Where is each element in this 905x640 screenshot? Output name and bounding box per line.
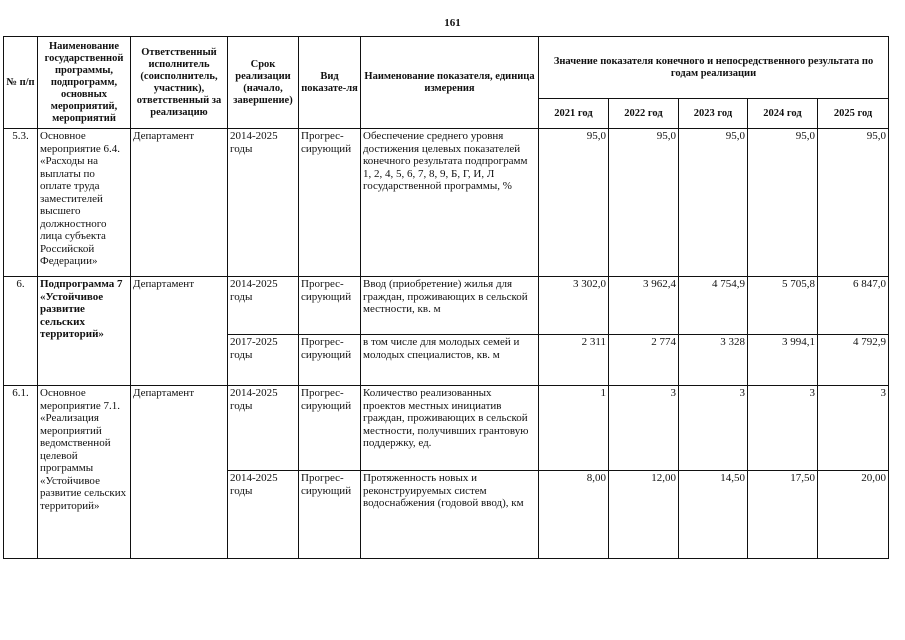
row-num: 6. (4, 277, 38, 386)
row-kind: Прогрес-сирующий (299, 129, 361, 277)
row-value: 12,00 (609, 471, 679, 559)
table-row (4, 386, 889, 471)
row-num: 6.1. (4, 386, 38, 559)
row-value: 95,0 (539, 129, 609, 277)
row-responsible: Департамент (131, 277, 228, 386)
header-responsible: Ответственный исполнитель (соисполнитель, участник), ответственный за реализацию (131, 37, 228, 129)
header-year: 2021 год (539, 99, 609, 129)
header-year: 2025 год (818, 99, 889, 129)
row-value: 20,00 (818, 471, 889, 559)
row-value: 3 (818, 386, 889, 471)
row-value: 17,50 (748, 471, 818, 559)
table-row (4, 129, 889, 277)
row-num: 5.3. (4, 129, 38, 277)
row-value: 14,50 (679, 471, 748, 559)
row-period: 2014-2025 годы (228, 129, 299, 277)
row-value: 95,0 (679, 129, 748, 277)
page-number: 161 (444, 17, 461, 29)
row-value: 2 774 (609, 335, 679, 386)
row-value: 5 705,8 (748, 277, 818, 335)
row-period: 2014-2025 годы (228, 386, 299, 471)
header-name: Наименование государственной программы, подпрограмм, основных мероприятий, мероприятий (38, 37, 131, 129)
row-indicator: Обеспечение среднего уровня достижения целевых показателей конечного результата подпрограмм 1, 2, 4, 5, 6, 7, 8, 9, Б, Г, И, Л государственной программы, % (361, 129, 539, 277)
row-indicator: Количество реализованных проектов местных инициатив граждан, проживающих в сельской местности, получивших грантовую поддержку, ед. (361, 386, 539, 471)
row-kind: Прогрес-сирующий (299, 277, 361, 335)
row-value: 3 (609, 386, 679, 471)
header-year: 2024 год (748, 99, 818, 129)
row-value: 2 311 (539, 335, 609, 386)
header-num: № п/п (4, 37, 38, 129)
row-value: 95,0 (748, 129, 818, 277)
row-indicator: в том числе для молодых семей и молодых специалистов, кв. м (361, 335, 539, 386)
indicators-table (3, 36, 889, 559)
row-value: 3 994,1 (748, 335, 818, 386)
row-kind: Прогрес-сирующий (299, 386, 361, 471)
row-value: 3 (748, 386, 818, 471)
row-period: 2014-2025 годы (228, 471, 299, 559)
header-kind: Вид показате-ля (299, 37, 361, 129)
row-responsible: Департамент (131, 386, 228, 559)
row-name: Основное мероприятие 7.1. «Реализация мероприятий ведомственной целевой программы «Устойчивое развитие сельских территорий» (38, 386, 131, 559)
row-period: 2017-2025 годы (228, 335, 299, 386)
row-value: 8,00 (539, 471, 609, 559)
row-indicator: Протяженность новых и реконструируемых систем водоснабжения (годовой ввод), км (361, 471, 539, 559)
row-value: 4 754,9 (679, 277, 748, 335)
header-indicator: Наименование показателя, единица измерения (361, 37, 539, 129)
row-value: 1 (539, 386, 609, 471)
row-indicator: Ввод (приобретение) жилья для граждан, проживающих в сельской местности, кв. м (361, 277, 539, 335)
header-values-group: Значение показателя конечного и непосредственного результата по годам реализации (539, 37, 889, 99)
row-responsible: Департамент (131, 129, 228, 277)
row-name: Основное мероприятие 6.4. «Расходы на выплаты по оплате труда заместителей высшего должностного лица субъекта Российской Федерации» (38, 129, 131, 277)
row-value: 3 302,0 (539, 277, 609, 335)
row-value: 6 847,0 (818, 277, 889, 335)
header-year: 2022 год (609, 99, 679, 129)
row-value: 3 962,4 (609, 277, 679, 335)
row-kind: Прогрес-сирующий (299, 335, 361, 386)
row-value: 3 328 (679, 335, 748, 386)
row-value: 3 (679, 386, 748, 471)
row-kind: Прогрес-сирующий (299, 471, 361, 559)
row-value: 95,0 (609, 129, 679, 277)
header-period: Срок реализации (начало, завершение) (228, 37, 299, 129)
row-period: 2014-2025 годы (228, 277, 299, 335)
row-name: Подпрограмма 7 «Устойчивое развитие сельских территорий» (38, 277, 131, 386)
row-value: 4 792,9 (818, 335, 889, 386)
header-year: 2023 год (679, 99, 748, 129)
row-value: 95,0 (818, 129, 889, 277)
table-row (4, 277, 889, 335)
